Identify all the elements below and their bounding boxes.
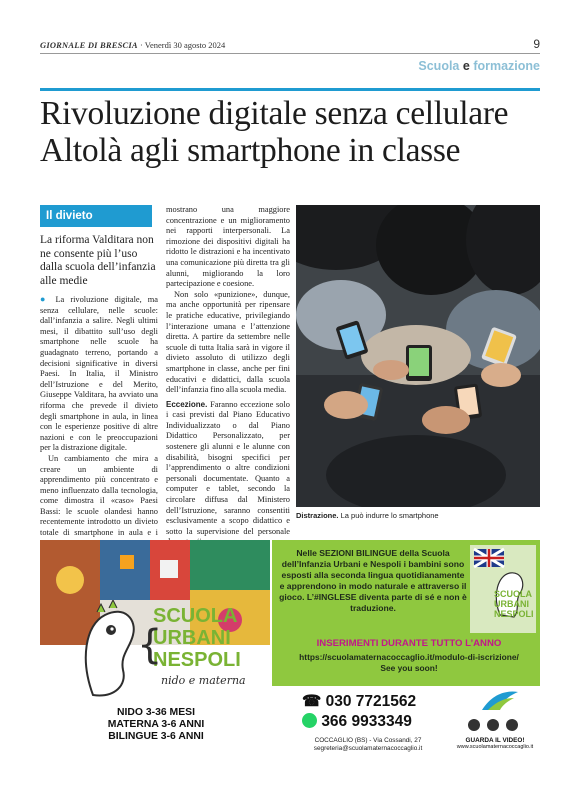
headline	[40, 95, 550, 169]
watch-video-url[interactable]: www.scuolamaternacoccaglio.it	[456, 744, 534, 750]
svg-text:{: {	[137, 622, 163, 668]
section-title	[418, 59, 540, 73]
phone-number[interactable]	[302, 692, 416, 711]
age-materna: MATERNA 3-6 ANNI	[107, 719, 205, 730]
ad-body-text: Nelle SEZIONI BILINGUE della Scuola dell’Infanzia Urbani e Nespoli i bambini sono esposti alla seconda lingua quotidianamente e apprendono in modo naturale e attraverso il gioco. L’#INGLESE diventa parte di sé e non è traduzione.	[279, 548, 467, 613]
bird-logo-icon	[478, 688, 522, 714]
page-number: 9	[533, 37, 540, 51]
logo-tagline: nido e materna	[161, 674, 246, 687]
phone-icon: ☎	[302, 693, 322, 710]
enroll-banner: INSERIMENTI DURANTE TUTTO L’ANNO	[316, 638, 502, 649]
small-logo-text-2: URBANI	[494, 599, 529, 609]
see-you-text: See you soon!	[380, 663, 438, 673]
logo-flag-icon	[470, 545, 536, 633]
enroll-link[interactable]	[278, 652, 540, 674]
email-text[interactable]: segreteria@scuolamaternacoccaglio.it	[313, 745, 423, 752]
section-rule	[40, 88, 540, 91]
article-column-1	[40, 294, 158, 560]
youtube-icon[interactable]	[487, 719, 499, 731]
address-block	[298, 737, 438, 753]
photo-caption	[296, 511, 439, 520]
paragraph: Non solo «punizione», dunque, ma anche opportunità per ripensare le pratiche educative, privilegiando l’interazione umana e l’attenzione diretta. A partire da settembre nelle scuole di tutta Italia sarà in vigore il divieto assoluto di utilizzo degli smartphone in classe, anche per fini educativi e didattici, dalla scuola dell’infanzia fino alla scuola media.	[166, 289, 290, 395]
headline-line-1: Rivoluzione digitale senza cellulare	[40, 95, 509, 132]
english-logo	[478, 688, 522, 714]
social-icons	[468, 718, 528, 732]
subheadline: La riforma Valditara non ne consente più l’uso dalla scuola dell’infanzia alle medie	[40, 234, 156, 287]
age-bilingue: BILINGUE 3-6 ANNI	[108, 731, 204, 742]
paragraph: Un cambiamento che mira a creare un ambiente di apprendimento più concentrato e meno influenzato dalla tecnologia, come dimostra il «caso» Paesi Bassi: le scuole olandesi hanno recentemente introdotto un divieto totale di smartphone in aula e i	[40, 453, 158, 538]
facebook-icon[interactable]	[468, 719, 480, 731]
instagram-icon[interactable]	[506, 719, 518, 731]
age-nido: NIDO 3-36 MESI	[117, 707, 195, 718]
section-word-2: e	[462, 59, 470, 73]
caption-text: La può indurre lo smartphone	[340, 511, 439, 520]
whatsapp-number[interactable]	[302, 713, 412, 731]
whatsapp-icon	[302, 713, 317, 728]
small-logo-text-3: NESPOLI	[494, 609, 534, 619]
dinosaur-mascot-icon	[75, 600, 275, 710]
phone-text: 030 7721562	[325, 693, 417, 710]
page-header-left	[40, 40, 225, 50]
headline-line-2: Altolà agli smartphone in classe	[40, 132, 461, 169]
logo-text-2: URBANI	[153, 627, 231, 649]
paragraph: La rivoluzione digitale, ma senza cellulare, nelle scuole: dall’infanzia a salire. Negli ultimi mesi, il dibattito sull’uso degli smartphone nelle scuole ha guadagnato terreno, portando a decisioni significative in diversi Paesi. In Italia, il Ministro dell’Istruzione e del Merito, Giuseppe Valditara, ha avviato una riforma che prevede il divieto degli smartphone in aula, in linea con le esperienze positive di altre nazioni e con le preoccupazioni per la distrazione digitale.	[40, 295, 158, 453]
caption-lead: Distrazione.	[296, 511, 339, 520]
header-separator: ·	[139, 40, 143, 50]
article-column-2	[166, 205, 290, 548]
whatsapp-text: 366 9933349	[321, 713, 412, 730]
paragraph: Faranno eccezione solo i casi previsti dal Piano Educativo Individualizzato o dal Piano Didattico Personalizzato, per sostenere gli alunni e le alunne con disabilità, bisogni specifici per l’apprendimento o altre condizioni personali documentate. Quanto a computer e tablet, secondo la circolare diffusa dal Ministero dell’Istruzione, saranno consentiti esclusivamente a scopo didattico e sotto la supervisione del personale	[166, 399, 290, 536]
logo-text-3: NESPOLI	[153, 649, 241, 671]
paragraph-lead: Eccezione.	[166, 399, 208, 409]
box-title: Il divieto	[40, 205, 152, 227]
enroll-url[interactable]: https://scuolamaternacoccaglio.it/modulo-di-iscrizione/	[299, 652, 519, 662]
header-divider	[40, 53, 540, 54]
school-logo	[75, 600, 275, 710]
small-logo-text-1: SCUOLA	[494, 589, 532, 599]
students-phones-illustration	[296, 205, 540, 507]
address-text: COCCAGLIO (BS) - Via Cossandi, 27	[314, 737, 422, 744]
watch-video-label[interactable]: GUARDA IL VIDEO!	[465, 737, 525, 744]
ages-block	[40, 707, 272, 743]
watch-video-block[interactable]	[452, 737, 538, 750]
paragraph: mostrano una maggiore concentrazione e un miglioramento nei rapporti interpersonali. La rimozione dei dispositivi digitali ha ridotto le distrazioni e ha incentivato una comunicazione più diretta tra gli alunni, migliorando la loro partecipazione e coesione.	[166, 205, 290, 289]
newspaper-name: GIORNALE DI BRESCIA	[40, 40, 138, 50]
issue-date: Venerdì 30 agosto 2024	[144, 40, 226, 50]
bullet-icon: ●	[40, 294, 50, 304]
logo-text-1: SCUOLA	[153, 605, 238, 627]
school-logo-small	[470, 545, 536, 633]
section-word-1: Scuola	[418, 59, 460, 73]
article-photo	[296, 205, 540, 507]
section-word-3: formazione	[473, 59, 540, 73]
